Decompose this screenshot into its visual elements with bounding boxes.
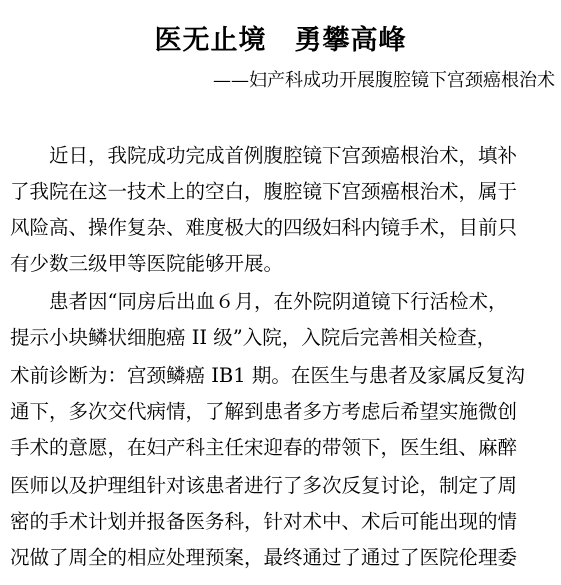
article-title: 医无止境 勇攀高峰 xyxy=(154,25,407,56)
paragraph-line: 手术的意愿，在妇产科主任宋迎春的带领下，医生组、麻醉 xyxy=(10,436,518,459)
paragraph-line: 医师以及护理组针对该患者进行了多次反复讨论，制定了周 xyxy=(10,474,518,497)
paragraph-line: 有少数三级甲等医院能够开展。 xyxy=(10,252,284,275)
paragraph-line: 密的手术计划并报备医务科，针对术中、术后可能出现的情 xyxy=(10,510,518,533)
paragraph-line: 况做了周全的相应处理预案，最终通过了通过了医院伦理委 xyxy=(10,546,518,569)
paragraph-line: 了我院在这一技术上的空白，腹腔镜下宫颈癌根治术，属于 xyxy=(10,180,518,203)
paragraph-line: 风险高、操作复杂、难度极大的四级妇科内镜手术，目前只 xyxy=(10,216,518,239)
paragraph-line: 提示小块鳞状细胞癌 II 级”入院，入院后完善相关检查， xyxy=(10,326,497,349)
paragraph-line: 术前诊断为：宫颈鳞癌 IB1 期。在医生与患者及家属反复沟 xyxy=(10,364,525,387)
article-subtitle: ——妇产科成功开展腹腔镜下宫颈癌根治术 xyxy=(213,70,555,91)
paragraph-line: 通下，多次交代病情，了解到患者多方考虑后希望实施微创 xyxy=(10,400,518,423)
paragraph-line: 近日，我院成功完成首例腹腔镜下宫颈癌根治术，填补 xyxy=(10,144,518,167)
paragraph-line: 患者因“同房后出血６月，在外院阴道镜下行活检术， xyxy=(10,290,508,313)
